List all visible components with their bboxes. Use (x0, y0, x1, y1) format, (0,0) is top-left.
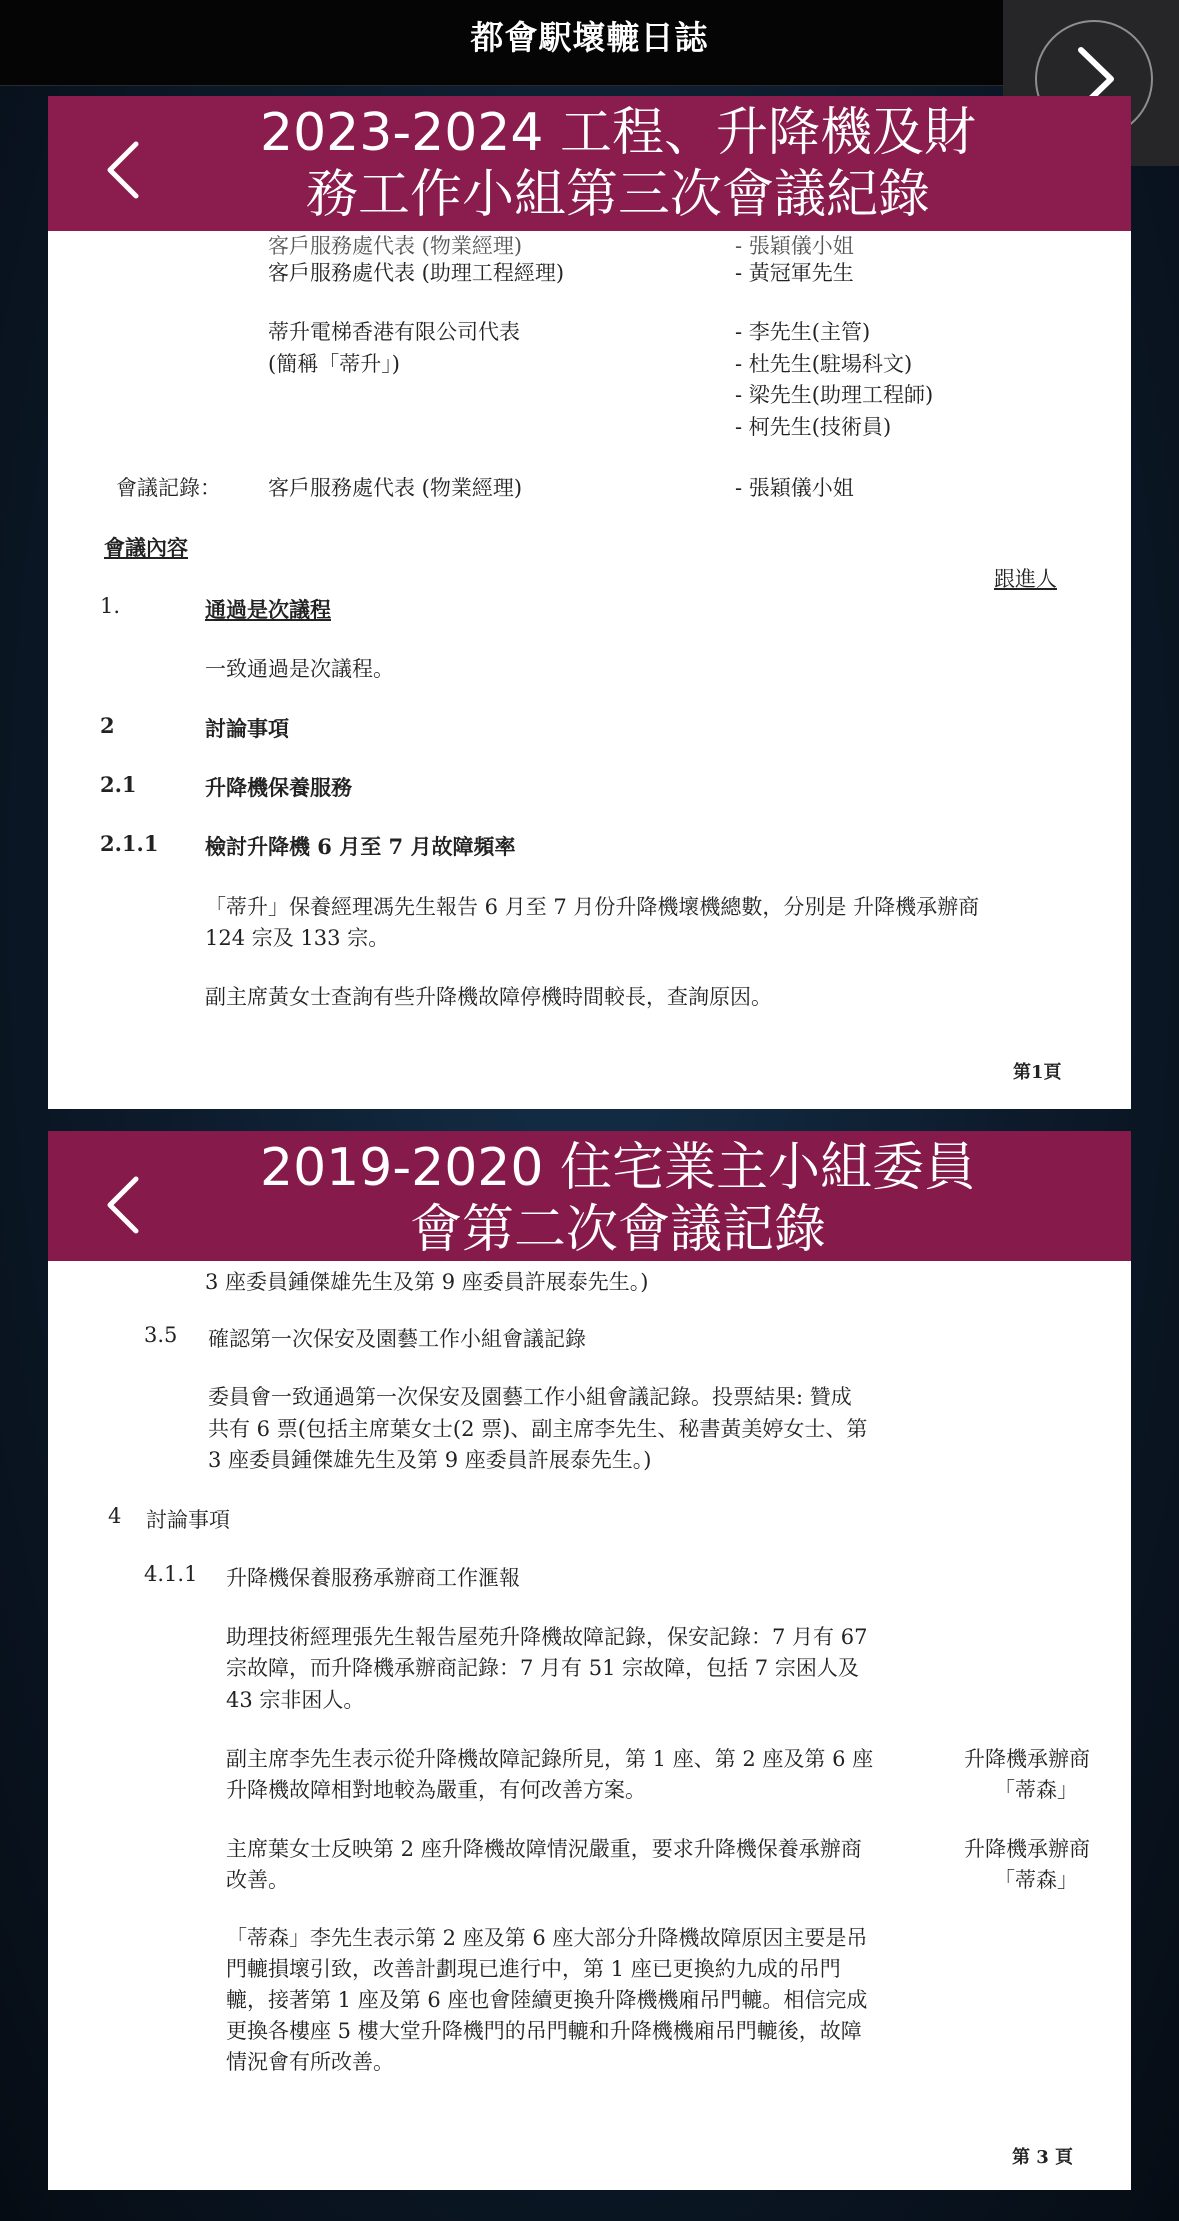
card-header (48, 96, 1131, 231)
chevron-left-icon[interactable] (102, 138, 146, 202)
paragraph-line: 助理技術經理張先生報告屋苑升降機故障記錄，保安記錄：7 月有 67 (226, 1625, 868, 1649)
recorder-label: 會議記錄： (116, 476, 221, 500)
attendee-role: 蒂升電梯香港有限公司代表 (268, 320, 520, 344)
card-title (178, 102, 1058, 226)
section-body-line: 共有 6 票(包括主席葉女士(2 票)、副主席李先生、秘書黃美婷女士、第 (208, 1417, 868, 1441)
report-paragraph-line-1: 「蒂升」保養經理馮先生報告 6 月至 7 月份升降機壞機總數，分別是 升降機承辦商 (205, 895, 980, 919)
follow-up-label: 跟進人 (994, 567, 1057, 591)
paragraph-line: 改善。 (226, 1868, 289, 1892)
card-title-line-2: 務工作小組第三次會議紀錄 (305, 165, 930, 225)
paragraph-line: 43 宗非困人。 (226, 1688, 365, 1712)
section-title: 升降機保養服務承辦商工作滙報 (226, 1566, 520, 1590)
agenda-paragraph: 一致通過是次議程。 (205, 657, 394, 681)
attendee-name: - 柯先生(技術員) (735, 415, 892, 439)
card-title-line-1: 2019-2020 住宅業主小組委員 (260, 1138, 976, 1198)
card-title (178, 1137, 1058, 1261)
section-body-line: 委員會一致通過第一次保安及園藝工作小組會議記錄。投票結果: 贊成 (208, 1385, 852, 1409)
paragraph-line: 「蒂森」李先生表示第 2 座及第 6 座大部分升降機故障原因主要是吊 (226, 1926, 868, 1950)
minutes-card-1 (48, 96, 1131, 1109)
section-number: 4.1.1 (144, 1562, 198, 1586)
item-number: 2 (100, 713, 115, 738)
paragraph-line: 轆，接著第 1 座及第 6 座也會陸續更換升降機機廂吊門轆。相信完成 (226, 1988, 868, 2012)
attendee-name: - 李先生(主管) (735, 320, 871, 344)
attendee-role: (簡稱「蒂升」) (268, 352, 400, 376)
section-body-line: 3 座委員鍾傑雄先生及第 9 座委員許展泰先生。) (208, 1448, 652, 1472)
item-title: 討論事項 (205, 716, 289, 741)
page-number: 第 3 頁 (1012, 2147, 1074, 2168)
paragraph-line: 宗故障，而升降機承辦商記錄：7 月有 51 宗故障，包括 7 宗困人及 (226, 1656, 859, 1680)
attendee-name: - 梁先生(助理工程師) (735, 383, 934, 407)
attendee-name: - 杜先生(駐場科文) (735, 352, 913, 376)
minutes-card-2 (48, 1131, 1131, 2190)
chevron-left-icon[interactable] (102, 1173, 146, 1237)
continued-line: 3 座委員鍾傑雄先生及第 9 座委員許展泰先生。) (205, 1270, 649, 1294)
recorder-role: 客戶服務處代表 (物業經理) (268, 476, 523, 500)
paragraph-line: 門轆損壞引致，改善計劃現已進行中，第 1 座已更換約九成的吊門 (226, 1957, 841, 1981)
app-title: 都會駅壞轆日誌 (470, 18, 709, 57)
report-paragraph-line-2: 124 宗及 133 宗。 (205, 926, 390, 950)
attendee-name: - 張穎儀小姐 (735, 234, 854, 258)
attendee-role: 客戶服務處代表 (助理工程經理) (268, 261, 565, 285)
section-title: 確認第一次保安及園藝工作小組會議記錄 (208, 1327, 586, 1351)
paragraph-line: 情況會有所改善。 (226, 2050, 394, 2074)
query-paragraph: 副主席黃女士查詢有些升降機故障停機時間較長，查詢原因。 (205, 985, 772, 1009)
card-header (48, 1131, 1131, 1261)
recorder-name: - 張穎儀小姐 (735, 476, 854, 500)
item-number: 2.1.1 (100, 831, 159, 856)
attendee-name: - 黃冠軍先生 (735, 261, 854, 285)
card-title-line-1: 2023-2024 工程、升降機及財 (260, 103, 976, 163)
follow-up-party: 「蒂森」 (994, 1778, 1078, 1802)
follow-up-party: 升降機承辦商 (964, 1837, 1090, 1861)
item-number: 2.1 (100, 772, 137, 797)
section-number: 3.5 (144, 1323, 178, 1347)
content-heading: 會議內容 (104, 535, 188, 560)
page-number: 第1頁 (1013, 1062, 1062, 1083)
item-title: 檢討升降機 6 月至 7 月故障頻率 (205, 834, 516, 859)
follow-up-party: 升降機承辦商 (964, 1747, 1090, 1771)
item-title: 通過是次議程 (205, 597, 331, 622)
section-title: 討論事項 (146, 1508, 230, 1532)
follow-up-party: 「蒂森」 (994, 1868, 1078, 1892)
card-title-line-2: 會第二次會議記錄 (409, 1200, 826, 1260)
section-number: 4 (108, 1504, 122, 1528)
paragraph-line: 升降機故障相對地較為嚴重，有何改善方案。 (226, 1778, 646, 1802)
paragraph-line: 主席葉女士反映第 2 座升降機故障情況嚴重，要求升降機保養承辦商 (226, 1837, 862, 1861)
item-title: 升降機保養服務 (205, 775, 352, 800)
attendee-role: 客戶服務處代表 (物業經理) (268, 234, 523, 258)
paragraph-line: 更換各樓座 5 樓大堂升降機門的吊門轆和升降機機廂吊門轆後，故障 (226, 2019, 862, 2043)
item-number: 1. (100, 594, 121, 618)
paragraph-line: 副主席李先生表示從升降機故障記錄所見，第 1 座、第 2 座及第 6 座 (226, 1747, 874, 1771)
